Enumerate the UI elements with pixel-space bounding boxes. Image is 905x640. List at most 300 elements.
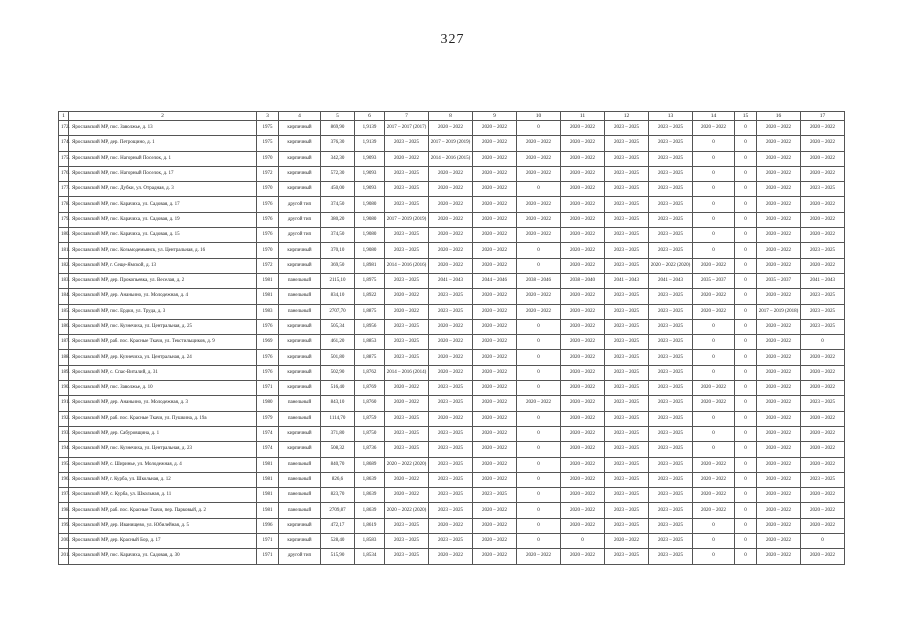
address-cell: Ярославский МР, с. Спас-Виталий, д. 31 bbox=[69, 365, 257, 380]
table-cell: 2020 – 2022 bbox=[757, 365, 801, 380]
table-cell: 0 bbox=[693, 534, 735, 549]
address-cell: Ярославский МР, раб. пос. Красные Ткачи, ул. Пушкина, д. 19а bbox=[69, 411, 257, 426]
table-cell: кирпичный bbox=[279, 534, 321, 549]
table-cell: 184. bbox=[59, 289, 69, 304]
table-cell: 461,20 bbox=[321, 335, 355, 350]
table-cell: 2023 – 2025 bbox=[649, 335, 693, 350]
table-cell: 2023 – 2025 bbox=[649, 381, 693, 396]
address-cell: Ярославский МР, пос. Козьмодемьянск, ул. Центральная, д. 16 bbox=[69, 243, 257, 258]
table-cell: 0 bbox=[693, 228, 735, 243]
column-number: 9 bbox=[473, 112, 517, 121]
table-cell: 1,8639 bbox=[355, 488, 385, 503]
table-cell: 2020 – 2022 bbox=[561, 381, 605, 396]
table-cell: 516,40 bbox=[321, 381, 355, 396]
table-row bbox=[59, 381, 845, 396]
table-cell: 2020 – 2022 bbox=[801, 151, 845, 166]
table-cell: 2023 – 2025 bbox=[649, 212, 693, 227]
table-cell: 1979 bbox=[257, 411, 279, 426]
table-cell: 2023 – 2025 bbox=[605, 228, 649, 243]
table-cell: 0 bbox=[735, 258, 757, 273]
table-cell: 2020 – 2022 bbox=[473, 472, 517, 487]
table-cell: 1976 bbox=[257, 319, 279, 334]
table-cell: 2020 – 2022 bbox=[693, 503, 735, 518]
table-cell: 0 bbox=[693, 549, 735, 564]
table-cell: 2023 – 2025 bbox=[605, 503, 649, 518]
table-cell: 2020 – 2022 bbox=[473, 396, 517, 411]
table-cell: 2020 – 2022 bbox=[429, 258, 473, 273]
table-cell: 472,17 bbox=[321, 518, 355, 533]
table-cell: 2020 – 2022 bbox=[473, 228, 517, 243]
table-cell: 2020 – 2022 bbox=[757, 396, 801, 411]
table-cell: 2023 – 2025 bbox=[649, 319, 693, 334]
table-cell: 2020 – 2022 bbox=[693, 488, 735, 503]
table-cell: 0 bbox=[735, 228, 757, 243]
table-cell: 2020 – 2022 bbox=[757, 534, 801, 549]
table-cell: 2023 – 2025 bbox=[605, 182, 649, 197]
table-cell: 2020 – 2022 bbox=[473, 518, 517, 533]
table-cell: 2020 – 2022 bbox=[757, 488, 801, 503]
table-cell: 2020 – 2022 bbox=[757, 350, 801, 365]
table-cell: 2020 – 2022 bbox=[385, 472, 429, 487]
table-cell: 2020 – 2022 bbox=[561, 136, 605, 151]
table-cell: 380,20 bbox=[321, 212, 355, 227]
table-cell: 2709,87 bbox=[321, 503, 355, 518]
address-cell: Ярославский МР, пос. Дубки, ул. Отрадная, д. 3 bbox=[69, 182, 257, 197]
address-cell: Ярославский МР, дер. Ананьино, ул. Молодежная, д. 3 bbox=[69, 396, 257, 411]
table-cell: 2041 – 2043 bbox=[605, 273, 649, 288]
table-row bbox=[59, 472, 845, 487]
column-number: 8 bbox=[429, 112, 473, 121]
column-number: 7 bbox=[385, 112, 429, 121]
table-cell: 0 bbox=[735, 304, 757, 319]
table-cell: 0 bbox=[693, 243, 735, 258]
table-cell: 177. bbox=[59, 182, 69, 197]
table-cell: 1981 bbox=[257, 289, 279, 304]
table-cell: 2023 – 2025 bbox=[385, 534, 429, 549]
table-cell: 2020 – 2022 bbox=[473, 381, 517, 396]
table-cell: кирпичный bbox=[279, 319, 321, 334]
table-cell: 1,8736 bbox=[355, 442, 385, 457]
table-cell: 2020 – 2022 bbox=[517, 304, 561, 319]
table-cell: 2020 – 2022 bbox=[473, 289, 517, 304]
table-cell: 2020 – 2022 bbox=[801, 457, 845, 472]
table-cell: 2020 – 2022 bbox=[473, 304, 517, 319]
table-cell: 2020 – 2022 bbox=[801, 411, 845, 426]
table-cell: 0 bbox=[517, 335, 561, 350]
table-cell: 370,10 bbox=[321, 243, 355, 258]
table-cell: 1976 bbox=[257, 197, 279, 212]
table-cell: 505,34 bbox=[321, 319, 355, 334]
table-cell: 0 bbox=[801, 335, 845, 350]
table-cell: 2020 – 2022 bbox=[473, 365, 517, 380]
table-cell: 0 bbox=[517, 503, 561, 518]
table-cell: 0 bbox=[693, 197, 735, 212]
table-cell: 2023 – 2025 bbox=[429, 442, 473, 457]
table-cell: 187. bbox=[59, 335, 69, 350]
table-cell: 2023 – 2025 bbox=[385, 166, 429, 181]
address-cell: Ярославский МР, пос. Кузнечиха, ул. Центральная, д. 25 bbox=[69, 319, 257, 334]
table-cell: 2020 – 2022 bbox=[517, 212, 561, 227]
table-cell: 2020 – 2022 bbox=[385, 396, 429, 411]
table-cell: 0 bbox=[693, 518, 735, 533]
table-cell: 1,8759 bbox=[355, 411, 385, 426]
table-cell: 1,8689 bbox=[355, 457, 385, 472]
table-cell: 1,8639 bbox=[355, 503, 385, 518]
table-cell: кирпичный bbox=[279, 136, 321, 151]
table-cell: 0 bbox=[517, 518, 561, 533]
table-cell: 2020 – 2022 bbox=[757, 381, 801, 396]
table-cell: 2014 – 2016 (2015) bbox=[429, 151, 473, 166]
table-cell: 1971 bbox=[257, 549, 279, 564]
table-row bbox=[59, 228, 845, 243]
table-cell: 2023 – 2025 bbox=[649, 411, 693, 426]
table-cell: 2020 – 2022 bbox=[801, 518, 845, 533]
table-cell: 0 bbox=[693, 442, 735, 457]
table-cell: 2020 – 2022 bbox=[757, 212, 801, 227]
table-cell: 2023 – 2025 bbox=[385, 335, 429, 350]
address-cell: Ярославский МР, пос. Кузнечиха, ул. Центральная, д. 23 bbox=[69, 442, 257, 457]
table-cell: кирпичный bbox=[279, 151, 321, 166]
table-cell: 192. bbox=[59, 411, 69, 426]
table-cell: 2020 – 2022 bbox=[561, 335, 605, 350]
table-cell: кирпичный bbox=[279, 426, 321, 441]
table-cell: 2023 – 2025 bbox=[605, 258, 649, 273]
table-cell: 2020 – 2022 bbox=[801, 228, 845, 243]
table-cell: кирпичный bbox=[279, 335, 321, 350]
table-cell: 2020 – 2022 bbox=[429, 121, 473, 136]
table-cell: панельный bbox=[279, 411, 321, 426]
table-cell: 2020 – 2022 bbox=[429, 166, 473, 181]
table-cell: 1,9080 bbox=[355, 228, 385, 243]
table-cell: 2020 – 2022 bbox=[473, 151, 517, 166]
table-cell: 2023 – 2025 bbox=[801, 243, 845, 258]
table-cell: 2023 – 2025 bbox=[385, 518, 429, 533]
table-cell: 2023 – 2025 bbox=[649, 136, 693, 151]
table-cell: 0 bbox=[517, 472, 561, 487]
table-cell: 2020 – 2022 bbox=[561, 457, 605, 472]
table-cell: панельный bbox=[279, 396, 321, 411]
table-cell: 2020 – 2022 bbox=[561, 503, 605, 518]
table-cell: 2020 – 2022 bbox=[801, 442, 845, 457]
table-cell: 369,50 bbox=[321, 258, 355, 273]
table-cell: 1976 bbox=[257, 228, 279, 243]
table-cell: кирпичный bbox=[279, 518, 321, 533]
table-cell: 2020 – 2022 bbox=[757, 136, 801, 151]
table-cell: 2020 – 2022 bbox=[429, 319, 473, 334]
table-cell: 2023 – 2025 bbox=[385, 136, 429, 151]
table-cell: 2020 – 2022 bbox=[561, 411, 605, 426]
table-cell: 2023 – 2025 bbox=[429, 503, 473, 518]
table-cell: 869,90 bbox=[321, 121, 355, 136]
table-cell: 2020 – 2022 bbox=[473, 121, 517, 136]
table-cell: 2023 – 2025 bbox=[649, 396, 693, 411]
table-cell: 2020 – 2022 bbox=[561, 304, 605, 319]
table-cell: 2023 – 2025 bbox=[385, 182, 429, 197]
table-cell: 0 bbox=[735, 121, 757, 136]
table-cell: 197. bbox=[59, 488, 69, 503]
table-cell: 515,90 bbox=[321, 549, 355, 564]
table-cell: 2020 – 2022 bbox=[757, 121, 801, 136]
table-cell: 2020 – 2022 bbox=[473, 411, 517, 426]
table-cell: 2020 – 2022 bbox=[473, 319, 517, 334]
table-cell: 2020 – 2022 bbox=[473, 197, 517, 212]
table-cell: 185. bbox=[59, 304, 69, 319]
table-cell: 2023 – 2025 bbox=[605, 289, 649, 304]
table-cell: 2020 – 2022 bbox=[473, 212, 517, 227]
table-cell: 2020 – 2022 bbox=[693, 304, 735, 319]
table-cell: 840,70 bbox=[321, 457, 355, 472]
table-row bbox=[59, 212, 845, 227]
table-cell: другой тип bbox=[279, 549, 321, 564]
column-number: 3 bbox=[257, 112, 279, 121]
table-cell: 2023 – 2025 bbox=[605, 121, 649, 136]
table-cell: 1976 bbox=[257, 212, 279, 227]
table-cell: кирпичный bbox=[279, 121, 321, 136]
table-cell: 2023 – 2025 bbox=[649, 182, 693, 197]
address-cell: Ярославский МР, пос. Нагорный Поселок, д. 1 bbox=[69, 151, 257, 166]
table-cell: 193. bbox=[59, 426, 69, 441]
table-cell: 1,9093 bbox=[355, 151, 385, 166]
table-cell: 0 bbox=[735, 426, 757, 441]
table-cell: 2023 – 2025 bbox=[605, 350, 649, 365]
table-cell: 1981 bbox=[257, 472, 279, 487]
table-cell: 0 bbox=[517, 488, 561, 503]
housing-register-table bbox=[58, 111, 845, 565]
table-cell: 1,8639 bbox=[355, 472, 385, 487]
table-cell: 834,10 bbox=[321, 289, 355, 304]
table-cell: 1972 bbox=[257, 166, 279, 181]
table-cell: 1970 bbox=[257, 243, 279, 258]
table-cell: 450,00 bbox=[321, 182, 355, 197]
table-cell: 2023 – 2025 bbox=[605, 212, 649, 227]
table-cell: 2020 – 2022 bbox=[385, 151, 429, 166]
table-cell: 0 bbox=[517, 442, 561, 457]
table-cell: 0 bbox=[517, 411, 561, 426]
table-cell: 2023 – 2025 bbox=[649, 243, 693, 258]
table-cell: 572,30 bbox=[321, 166, 355, 181]
table-cell: 0 bbox=[735, 534, 757, 549]
table-cell: 2020 – 2022 bbox=[561, 121, 605, 136]
table-cell: 201. bbox=[59, 549, 69, 564]
table-cell: 190. bbox=[59, 381, 69, 396]
table-cell: 0 bbox=[735, 197, 757, 212]
table-cell: 1981 bbox=[257, 488, 279, 503]
table-cell: 2020 – 2022 bbox=[561, 488, 605, 503]
table-cell: 1,8875 bbox=[355, 350, 385, 365]
table-cell: 2023 – 2025 bbox=[429, 381, 473, 396]
table-cell: 2023 – 2025 bbox=[385, 426, 429, 441]
table-cell: 2020 – 2022 bbox=[801, 212, 845, 227]
table-cell: 371,80 bbox=[321, 426, 355, 441]
table-cell: 2020 – 2022 bbox=[693, 289, 735, 304]
table-cell: 1974 bbox=[257, 442, 279, 457]
table-row bbox=[59, 335, 845, 350]
table-cell: 2023 – 2025 bbox=[429, 304, 473, 319]
table-cell: 183. bbox=[59, 273, 69, 288]
table-row bbox=[59, 197, 845, 212]
table-cell: 2115,10 bbox=[321, 273, 355, 288]
table-cell: 1,8750 bbox=[355, 426, 385, 441]
address-cell: Ярославский МР, пос. Карачиха, ул. Садовая, д. 19 bbox=[69, 212, 257, 227]
table-cell: 2020 – 2022 bbox=[429, 212, 473, 227]
table-cell: кирпичный bbox=[279, 350, 321, 365]
table-cell: 2017 – 2017 (2017) bbox=[385, 121, 429, 136]
table-cell: 2020 – 2022 bbox=[693, 381, 735, 396]
table-cell: 2020 – 2022 bbox=[473, 182, 517, 197]
column-number: 4 bbox=[279, 112, 321, 121]
table-cell: 2020 – 2022 bbox=[429, 365, 473, 380]
address-cell: Ярославский МР, дер. Прокопьевка, ул. Веселая, д. 2 bbox=[69, 273, 257, 288]
table-cell: 2020 – 2022 bbox=[757, 518, 801, 533]
table-cell: 2017 – 2019 (2019) bbox=[429, 136, 473, 151]
table-cell: 2020 – 2022 bbox=[801, 365, 845, 380]
table-cell: 2023 – 2025 bbox=[605, 304, 649, 319]
column-number: 6 bbox=[355, 112, 385, 121]
table-cell: 1,8956 bbox=[355, 319, 385, 334]
table-cell: 2041 – 2043 bbox=[649, 273, 693, 288]
table-cell: 2023 – 2025 bbox=[605, 426, 649, 441]
table-row bbox=[59, 243, 845, 258]
table-row bbox=[59, 426, 845, 441]
table-cell: 1,8922 bbox=[355, 289, 385, 304]
table-cell: 2020 – 2022 bbox=[473, 534, 517, 549]
table-cell: 196. bbox=[59, 472, 69, 487]
table-cell: 2020 – 2022 bbox=[561, 472, 605, 487]
table-cell: 0 bbox=[517, 365, 561, 380]
table-cell: 1996 bbox=[257, 518, 279, 533]
table-cell: 2020 – 2022 bbox=[561, 365, 605, 380]
table-cell: 374,50 bbox=[321, 197, 355, 212]
table-row bbox=[59, 365, 845, 380]
table-cell: 194. bbox=[59, 442, 69, 457]
table-cell: 0 bbox=[693, 182, 735, 197]
table-cell: 186. bbox=[59, 319, 69, 334]
table-cell: 2020 – 2022 bbox=[757, 503, 801, 518]
table-cell: 1980 bbox=[257, 396, 279, 411]
table-row bbox=[59, 503, 845, 518]
table-cell: 2020 – 2022 bbox=[517, 136, 561, 151]
table-cell: 0 bbox=[735, 457, 757, 472]
table-cell: 2020 – 2022 bbox=[801, 381, 845, 396]
table-cell: 1,9080 bbox=[355, 243, 385, 258]
table-cell: 2023 – 2025 bbox=[429, 534, 473, 549]
table-cell: 2020 – 2022 bbox=[757, 289, 801, 304]
table-cell: 1,9093 bbox=[355, 182, 385, 197]
column-number: 12 bbox=[605, 112, 649, 121]
table-cell: 1975 bbox=[257, 121, 279, 136]
table-cell: 0 bbox=[517, 243, 561, 258]
table-cell: 1,9080 bbox=[355, 197, 385, 212]
table-cell: 199. bbox=[59, 518, 69, 533]
table-cell: 0 bbox=[517, 258, 561, 273]
table-cell: 198. bbox=[59, 503, 69, 518]
table-cell: 0 bbox=[693, 166, 735, 181]
table-cell: 2020 – 2022 bbox=[561, 549, 605, 564]
table-cell: 1974 bbox=[257, 426, 279, 441]
table-cell: 2023 – 2025 bbox=[605, 472, 649, 487]
table-cell: 2020 – 2022 bbox=[757, 335, 801, 350]
table-cell: 191. bbox=[59, 396, 69, 411]
table-cell: 0 bbox=[517, 121, 561, 136]
address-cell: Ярославский МР, дер. Петрощино, д. 1 bbox=[69, 136, 257, 151]
table-cell: 2020 – 2022 bbox=[385, 488, 429, 503]
table-cell: 2023 – 2025 bbox=[649, 488, 693, 503]
table-cell: 1969 bbox=[257, 335, 279, 350]
table-cell: 2023 – 2025 bbox=[649, 442, 693, 457]
table-cell: 2020 – 2022 bbox=[473, 457, 517, 472]
table-cell: 2023 – 2025 bbox=[605, 381, 649, 396]
table-cell: панельный bbox=[279, 289, 321, 304]
table-cell: 2023 – 2025 bbox=[605, 549, 649, 564]
table-cell: 2023 – 2025 bbox=[429, 396, 473, 411]
table-cell: 501,80 bbox=[321, 350, 355, 365]
table-cell: 2017 – 2019 (2019) bbox=[385, 212, 429, 227]
table-cell: 2023 – 2025 bbox=[385, 319, 429, 334]
table-cell: 2023 – 2025 bbox=[605, 166, 649, 181]
table-cell: панельный bbox=[279, 488, 321, 503]
table-cell: 2020 – 2022 bbox=[693, 258, 735, 273]
table-cell: панельный bbox=[279, 273, 321, 288]
table-cell: 2020 – 2022 bbox=[693, 457, 735, 472]
column-number: 17 bbox=[801, 112, 845, 121]
table-cell: 2023 – 2025 bbox=[649, 228, 693, 243]
table-cell: 2020 – 2022 bbox=[757, 151, 801, 166]
column-number: 5 bbox=[321, 112, 355, 121]
table-cell: 2020 – 2022 bbox=[757, 411, 801, 426]
table-cell: 2023 – 2025 bbox=[429, 426, 473, 441]
table-cell: другой тип bbox=[279, 197, 321, 212]
table-cell: 2020 – 2022 bbox=[429, 335, 473, 350]
table-cell: 2023 – 2025 bbox=[649, 121, 693, 136]
table-cell: 2020 – 2022 bbox=[757, 457, 801, 472]
table-cell: 178. bbox=[59, 197, 69, 212]
table-cell: 1,8769 bbox=[355, 381, 385, 396]
table-cell: 2020 – 2022 bbox=[801, 121, 845, 136]
table-cell: другой тип bbox=[279, 228, 321, 243]
table-cell: 2020 – 2022 bbox=[561, 319, 605, 334]
table-cell: 2020 – 2022 bbox=[561, 258, 605, 273]
table-cell: 2020 – 2022 bbox=[517, 197, 561, 212]
column-number: 11 bbox=[561, 112, 605, 121]
table-cell: 2020 – 2022 bbox=[801, 166, 845, 181]
table-cell: 2038 – 2040 bbox=[561, 273, 605, 288]
table-cell: 2020 – 2022 bbox=[561, 182, 605, 197]
table-cell: 2020 – 2022 bbox=[605, 534, 649, 549]
table-cell: 2020 – 2022 bbox=[561, 243, 605, 258]
table-cell: 1,8875 bbox=[355, 304, 385, 319]
table-cell: 2023 – 2025 bbox=[605, 335, 649, 350]
table-cell: 2023 – 2025 bbox=[801, 182, 845, 197]
table-cell: 1981 bbox=[257, 457, 279, 472]
table-cell: 2023 – 2025 bbox=[385, 243, 429, 258]
table-cell: 2020 – 2022 bbox=[429, 197, 473, 212]
table-cell: 0 bbox=[735, 182, 757, 197]
table-cell: 2023 – 2025 bbox=[605, 396, 649, 411]
table-cell: 1,8762 bbox=[355, 365, 385, 380]
table-cell: 188. bbox=[59, 350, 69, 365]
address-cell: Ярославский МР, с. Курба, ул. Школьная, д. 11 bbox=[69, 488, 257, 503]
table-cell: 2020 – 2022 bbox=[429, 243, 473, 258]
table-row bbox=[59, 396, 845, 411]
table-cell: 2023 – 2025 bbox=[801, 304, 845, 319]
table-cell: 2023 – 2025 bbox=[473, 488, 517, 503]
table-cell: 2023 – 2025 bbox=[801, 289, 845, 304]
table-cell: 2020 – 2022 bbox=[757, 472, 801, 487]
table-cell: 2020 – 2022 bbox=[757, 442, 801, 457]
table-cell: 2023 – 2025 bbox=[649, 365, 693, 380]
table-cell: 2023 – 2025 bbox=[385, 549, 429, 564]
table-cell: 376,30 bbox=[321, 136, 355, 151]
